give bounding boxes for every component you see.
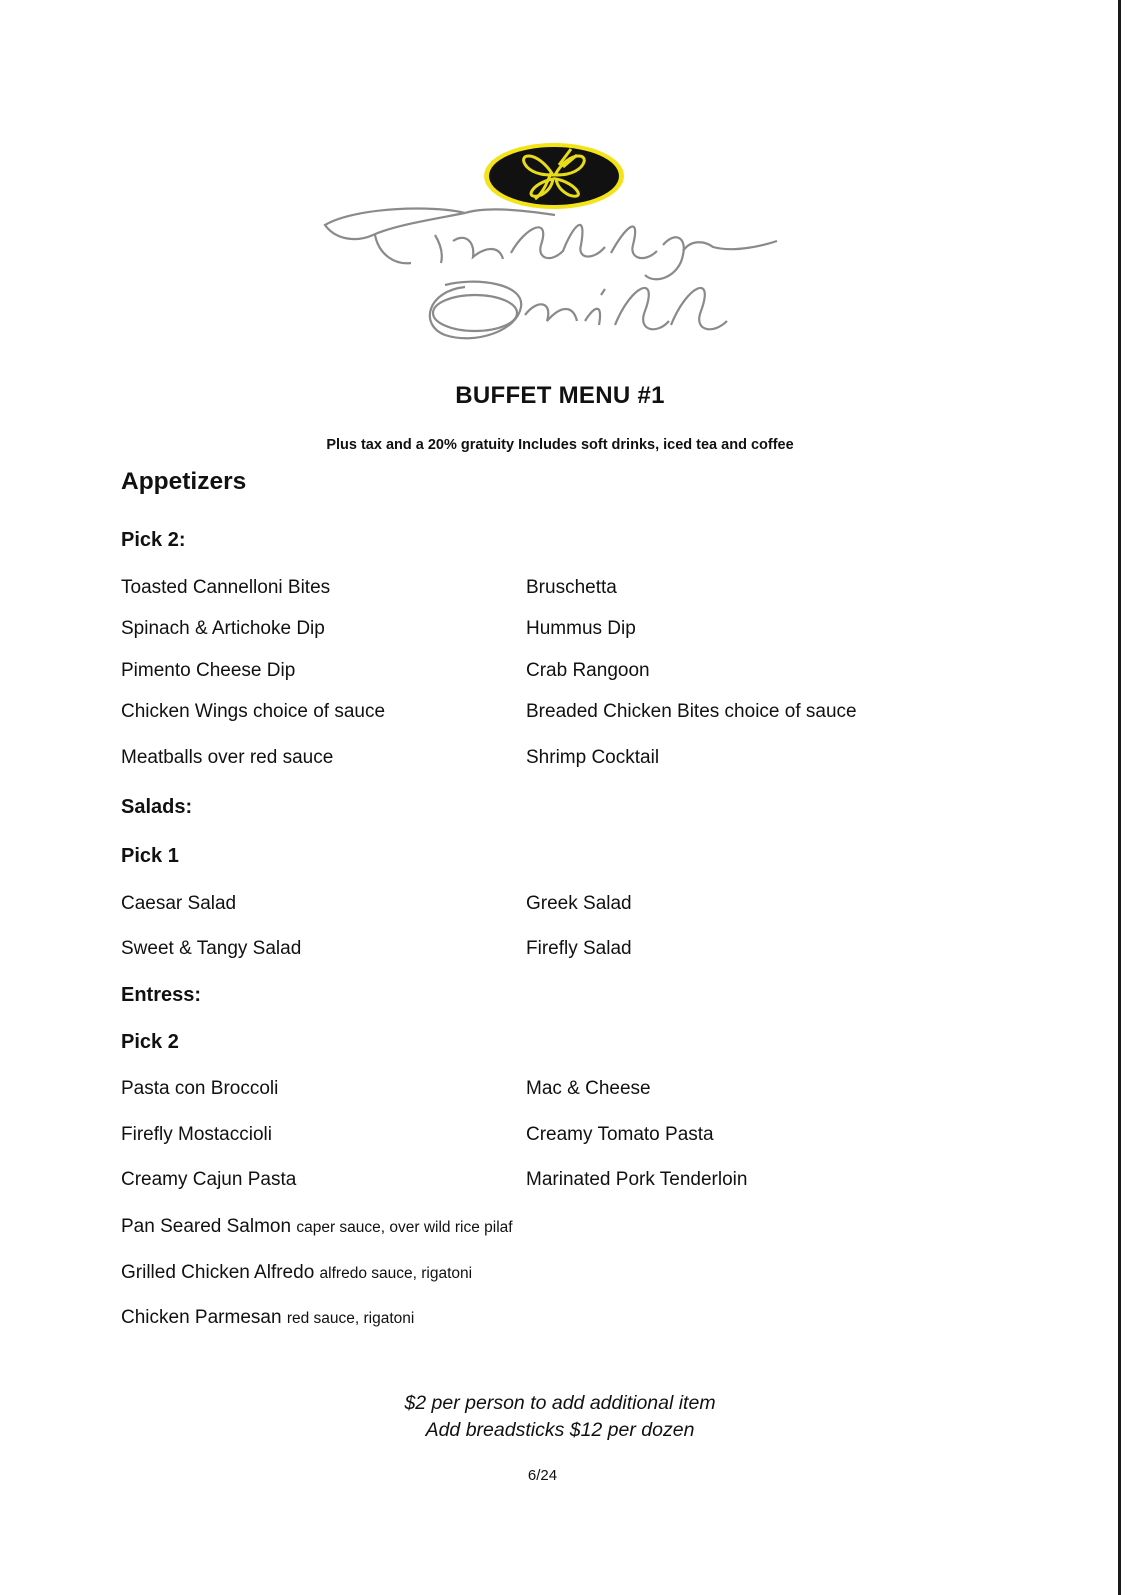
entrees-pick: Pick 2 bbox=[121, 1031, 179, 1053]
menu-subtitle: Plus tax and a 20% gratuity Includes soft drinks, iced tea and coffee bbox=[326, 437, 794, 453]
special-item bbox=[121, 1262, 472, 1284]
salads-heading: Salads: bbox=[121, 796, 193, 818]
list-item: Sweet & Tangy Salad bbox=[121, 938, 302, 959]
list-item: Spinach & Artichoke Dip bbox=[121, 618, 325, 639]
list-item: Shrimp Cocktail bbox=[526, 747, 660, 768]
list-item: Mac & Cheese bbox=[526, 1078, 651, 1099]
entrees-heading: Entress: bbox=[121, 984, 202, 1006]
list-item: Firefly Mostaccioli bbox=[121, 1124, 272, 1145]
special-item-name: Pan Seared Salmon bbox=[121, 1216, 292, 1237]
list-item: Meatballs over red sauce bbox=[121, 747, 334, 768]
footer-additional-item: $2 per person to add additional item bbox=[404, 1392, 716, 1414]
list-item: Bruschetta bbox=[526, 577, 617, 598]
list-item: Chicken Wings choice of sauce bbox=[121, 701, 386, 722]
menu-date: 6/24 bbox=[527, 1467, 558, 1484]
special-item-note: red sauce, rigatoni bbox=[286, 1310, 415, 1327]
list-item: Creamy Tomato Pasta bbox=[526, 1124, 714, 1145]
list-item: Creamy Cajun Pasta bbox=[121, 1169, 297, 1190]
list-item: Breaded Chicken Bites choice of sauce bbox=[526, 701, 857, 722]
footer-breadsticks: Add breadsticks $12 per dozen bbox=[425, 1419, 695, 1441]
list-item: Toasted Cannelloni Bites bbox=[121, 577, 331, 598]
list-item: Firefly Salad bbox=[526, 938, 632, 959]
logo-lettering bbox=[325, 209, 777, 339]
special-item bbox=[121, 1307, 414, 1329]
special-item-name: Chicken Parmesan bbox=[121, 1307, 282, 1328]
special-item-note: caper sauce, over wild rice pilaf bbox=[296, 1219, 513, 1236]
salads-pick: Pick 1 bbox=[121, 845, 179, 867]
special-item-note: alfredo sauce, rigatoni bbox=[319, 1265, 473, 1282]
list-item: Greek Salad bbox=[526, 893, 632, 914]
appetizers-heading: Appetizers bbox=[121, 468, 247, 495]
list-item: Crab Rangoon bbox=[526, 660, 650, 681]
list-item: Caesar Salad bbox=[121, 893, 237, 914]
menu-title: BUFFET MENU #1 bbox=[455, 382, 665, 409]
appetizers-pick: Pick 2: bbox=[121, 529, 186, 551]
special-item-name: Grilled Chicken Alfredo bbox=[121, 1262, 315, 1283]
list-item: Hummus Dip bbox=[526, 618, 636, 639]
special-item bbox=[121, 1216, 513, 1238]
page-edge-line bbox=[1118, 0, 1121, 1595]
list-item: Marinated Pork Tenderloin bbox=[526, 1169, 748, 1190]
list-item: Pimento Cheese Dip bbox=[121, 660, 296, 681]
firefly-grill-logo bbox=[315, 135, 795, 360]
list-item: Pasta con Broccoli bbox=[121, 1078, 279, 1099]
